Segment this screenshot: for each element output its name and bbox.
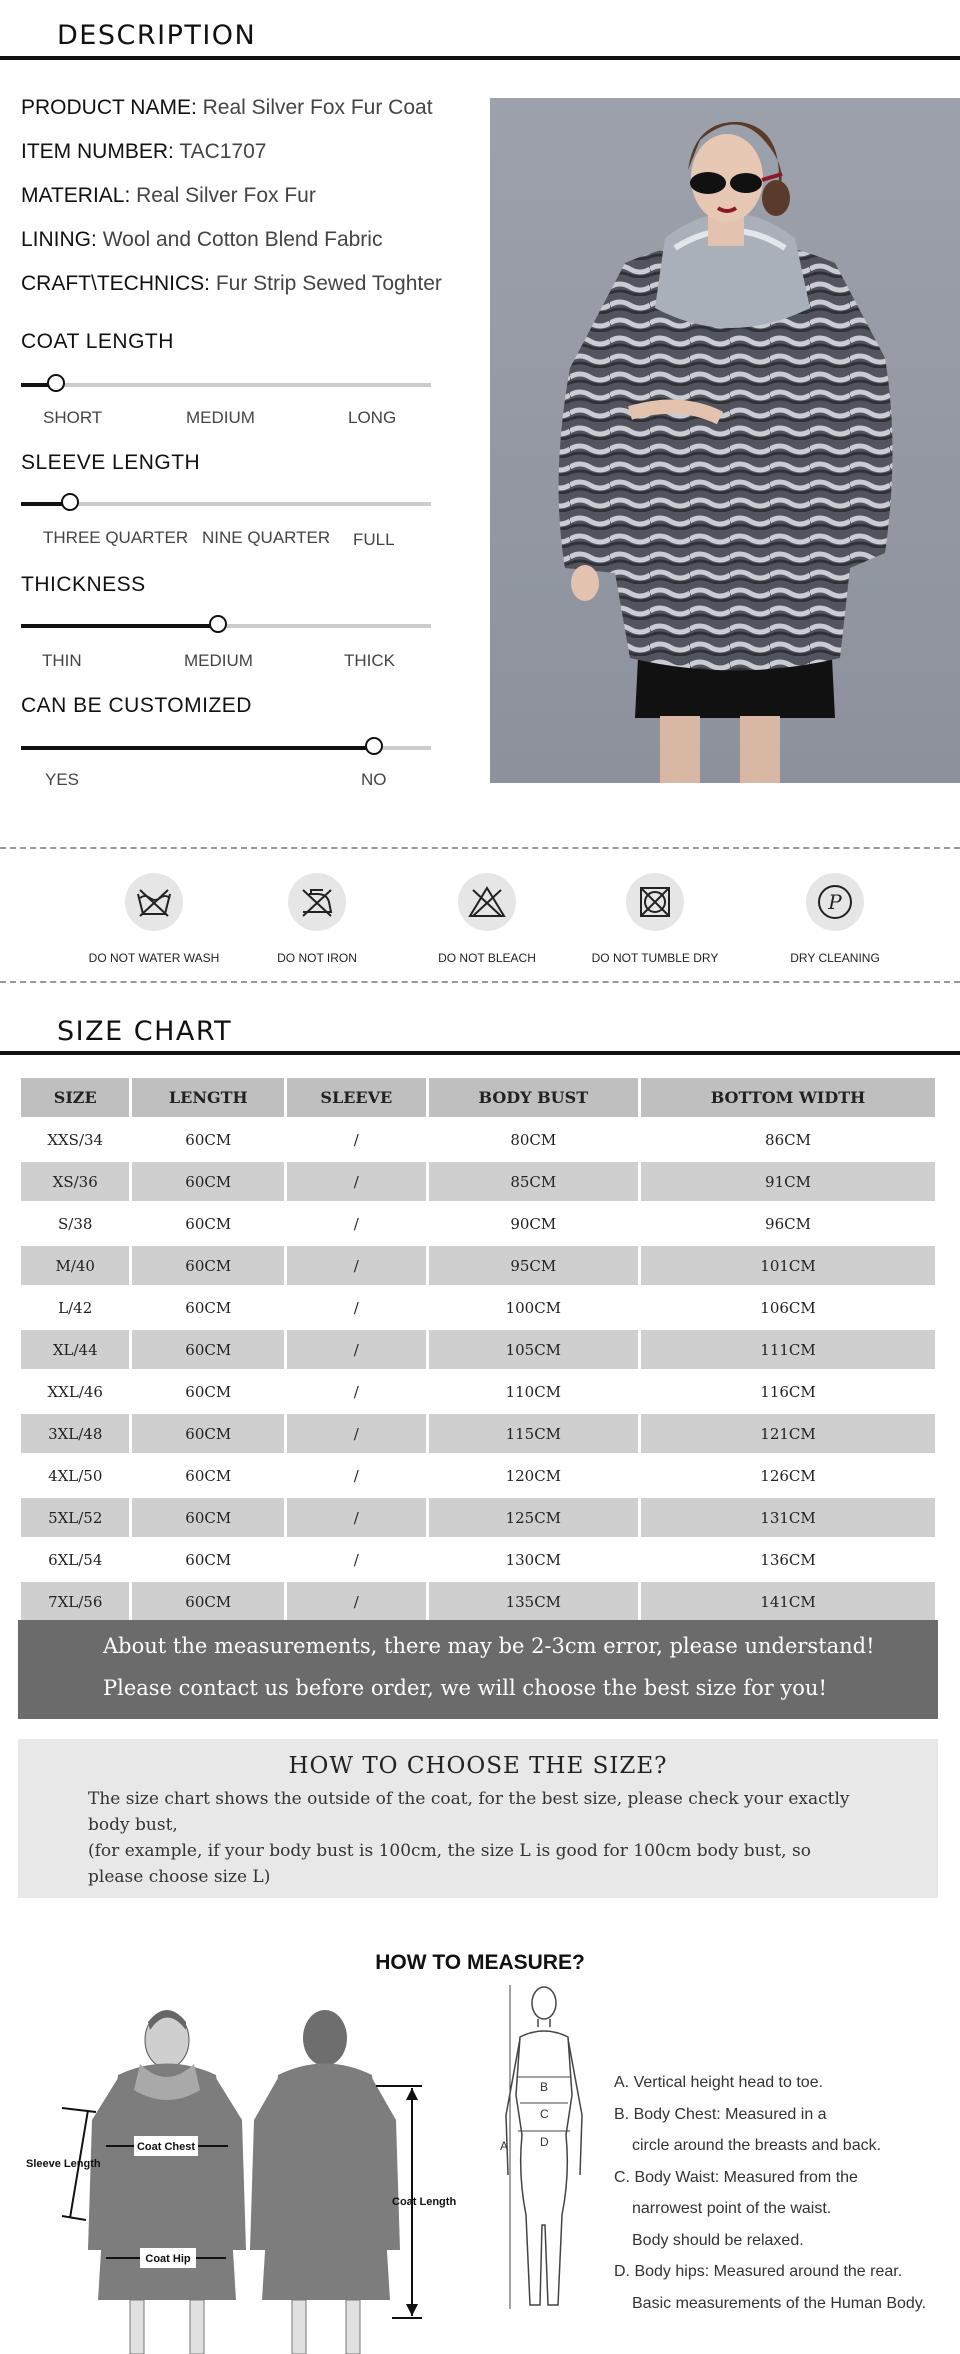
instruction-line: narrowest point of the waist. (632, 2200, 832, 2217)
table-row (21, 1414, 935, 1453)
cell: 60CM (185, 1550, 232, 1569)
description-title: DESCRIPTION (57, 20, 257, 51)
description-divider (0, 56, 960, 60)
cell: 125CM (429, 1498, 638, 1537)
cell: / (287, 1246, 426, 1285)
customizable-fill (21, 746, 374, 750)
coat-length-scale (21, 383, 431, 387)
thickness-title: THICKNESS (21, 573, 146, 596)
cell: 85CM (429, 1162, 638, 1201)
model-illustration (490, 98, 960, 783)
cell: / (353, 1382, 359, 1401)
care-dry-cleaning (745, 873, 925, 965)
coat-length-option-long: LONG (348, 408, 397, 427)
cell: / (287, 1582, 426, 1621)
customizable-option-yes: YES (45, 770, 80, 789)
cell: L/42 (58, 1298, 93, 1317)
instruction-line: D. Body hips: Measured around the rear. (614, 2263, 903, 2280)
cell: 95CM (429, 1246, 638, 1285)
cell: 60CM (132, 1246, 284, 1285)
instruction-line: circle around the breasts and back. (632, 2137, 882, 2154)
cell: 131CM (641, 1498, 935, 1537)
size-chart-divider (0, 1051, 960, 1055)
customizable-marker (365, 737, 383, 755)
care-label: DRY CLEANING (790, 951, 880, 965)
no-iron-icon (288, 873, 346, 931)
how-to-choose-line: The size chart shows the outside of the coat, for the best size, please check your exactly (88, 1789, 850, 1809)
table-row (21, 1204, 935, 1243)
body-measure-diagram (490, 1975, 590, 2335)
instruction-line: Body should be relaxed. (632, 2231, 804, 2249)
table-row (21, 1456, 935, 1495)
cell: 96CM (765, 1214, 811, 1233)
cell: 115CM (429, 1414, 638, 1453)
care-label: DO NOT IRON (277, 951, 357, 965)
table-row (21, 1288, 935, 1327)
cell: M/40 (21, 1246, 129, 1285)
cell: 126CM (760, 1466, 816, 1485)
care-no-iron (227, 873, 407, 965)
thickness-option-thin: THIN (42, 651, 82, 670)
table-row (21, 1246, 935, 1285)
care-no-bleach (397, 873, 577, 965)
col-header-length: LENGTH (132, 1078, 284, 1117)
how-to-choose-line: (for example, if your body bust is 100cm, the size L is good for 100cm body bust, so (88, 1841, 811, 1861)
table-row (21, 1498, 935, 1537)
sleeve-length-option-three-quarter: THREE QUARTER (43, 528, 189, 547)
coat-length-option-medium: MEDIUM (186, 408, 255, 427)
table-row (21, 1540, 935, 1579)
cell: / (353, 1466, 359, 1485)
label-sleeve-length: Sleeve Length (26, 2158, 101, 2170)
col-header-size: SIZE (21, 1078, 129, 1117)
sleeve-length-option-nine-quarter: NINE QUARTER (202, 528, 331, 547)
cell: 60CM (132, 1330, 284, 1369)
cell: 60CM (185, 1466, 232, 1485)
no-water-wash-icon (125, 873, 183, 931)
care-label: DO NOT BLEACH (438, 951, 536, 965)
label-coat-hip: Coat Hip (145, 2253, 191, 2265)
how-to-choose-line: body bust, (88, 1815, 178, 1835)
cell: / (353, 1130, 359, 1149)
measurement-notice (18, 1620, 938, 1719)
spec-lining: LINING: Wool and Cotton Blend Fabric (21, 228, 383, 251)
cell: 136CM (760, 1550, 816, 1569)
cell: 60CM (132, 1582, 284, 1621)
cell: 6XL/54 (48, 1550, 103, 1569)
col-header-bottom-width: BOTTOM WIDTH (641, 1078, 935, 1117)
care-no-tumble-dry (565, 873, 745, 965)
how-to-measure-title: HOW TO MEASURE? (375, 1951, 585, 1974)
cell: 100CM (505, 1298, 562, 1317)
thickness-scale (21, 624, 431, 628)
care-divider-top (0, 847, 960, 849)
sleeve-length-title: SLEEVE LENGTH (21, 451, 201, 474)
cell: / (353, 1298, 359, 1317)
cell: 7XL/56 (21, 1582, 129, 1621)
cell: 3XL/48 (21, 1414, 129, 1453)
cell: 60CM (132, 1162, 284, 1201)
how-to-choose-line: please choose size L) (88, 1867, 271, 1887)
sleeve-length-marker (61, 493, 79, 511)
customizable-scale (21, 746, 431, 750)
table-row (21, 1162, 935, 1201)
coat-measure-diagram (0, 2000, 480, 2354)
cell: 110CM (505, 1382, 562, 1401)
sleeve-length-option-full: FULL (353, 530, 395, 549)
cell: 5XL/52 (21, 1498, 129, 1537)
cell: / (353, 1550, 359, 1569)
how-to-choose-text (88, 1786, 850, 1890)
customizable-title: CAN BE CUSTOMIZED (21, 694, 252, 717)
size-chart-title: SIZE CHART (57, 1016, 233, 1047)
label-coat-chest: Coat Chest (136, 2141, 196, 2153)
cell: 60CM (185, 1298, 232, 1317)
cell: XXL/46 (47, 1382, 103, 1401)
cell: 120CM (505, 1466, 562, 1485)
cell: 60CM (185, 1130, 232, 1149)
how-to-choose-title: HOW TO CHOOSE THE SIZE? (288, 1753, 668, 1779)
cell: 121CM (641, 1414, 935, 1453)
cell: / (287, 1162, 426, 1201)
cell: 116CM (760, 1382, 816, 1401)
thickness-fill (21, 624, 218, 628)
table-header-row (21, 1078, 935, 1117)
table-row (21, 1582, 935, 1621)
coat-length-option-short: SHORT (43, 408, 103, 427)
cell: 60CM (185, 1382, 232, 1401)
cell: 91CM (641, 1162, 935, 1201)
instruction-line: A. Vertical height head to toe. (614, 2074, 824, 2091)
cell: 141CM (641, 1582, 935, 1621)
cell: XS/36 (21, 1162, 129, 1201)
cell: 130CM (505, 1550, 562, 1569)
cell: S/38 (58, 1214, 93, 1233)
table-row (21, 1372, 935, 1411)
no-tumble-dry-icon (626, 873, 684, 931)
table-row (21, 1120, 935, 1159)
cell: XXS/34 (47, 1130, 104, 1149)
spec-material: MATERIAL: Real Silver Fox Fur (21, 184, 316, 207)
notice-line-1: About the measurements, there may be 2-3cm error, please understand! (103, 1634, 875, 1658)
col-header-body-bust: BODY BUST (429, 1078, 638, 1117)
no-bleach-icon (458, 873, 516, 931)
cell: 86CM (765, 1130, 811, 1149)
cell: 90CM (510, 1214, 557, 1233)
cell: XL/44 (21, 1330, 129, 1369)
spec-craft: CRAFT\TECHNICS: Fur Strip Sewed Toghter (21, 272, 442, 295)
dry-cleaning-icon (806, 873, 864, 931)
cell: / (353, 1214, 359, 1233)
spec-product-name: PRODUCT NAME: Real Silver Fox Fur Coat (21, 96, 433, 119)
size-chart-table (18, 1075, 938, 1624)
instruction-line: Basic measurements of the Human Body. (632, 2294, 927, 2312)
coat-length-marker (47, 374, 65, 392)
instruction-line: C. Body Waist: Measured from the (614, 2168, 858, 2186)
thickness-marker (209, 615, 227, 633)
cell: 101CM (641, 1246, 935, 1285)
cell: 111CM (641, 1330, 935, 1369)
instruction-line: B. Body Chest: Measured in a (614, 2105, 827, 2123)
care-no-water-wash (64, 873, 244, 965)
cell: / (287, 1330, 426, 1369)
cell: 80CM (510, 1130, 557, 1149)
col-header-sleeve: SLEEVE (287, 1078, 426, 1117)
measure-instructions (614, 2067, 926, 2319)
cell: 60CM (132, 1414, 284, 1453)
marker-d: D (540, 2135, 549, 2149)
sleeve-length-scale (21, 502, 431, 506)
cell: 60CM (185, 1214, 232, 1233)
marker-c: C (540, 2107, 549, 2121)
marker-a: A (500, 2139, 509, 2153)
notice-line-2: Please contact us before order, we will choose the best size for you! (103, 1676, 827, 1700)
table-row (21, 1330, 935, 1369)
product-photo (490, 98, 960, 783)
cell: 60CM (132, 1498, 284, 1537)
cell: 135CM (429, 1582, 638, 1621)
cell: / (287, 1498, 426, 1537)
cell: 106CM (760, 1298, 816, 1317)
spec-item-number: ITEM NUMBER: TAC1707 (21, 140, 267, 163)
care-label: DO NOT TUMBLE DRY (591, 951, 719, 965)
thickness-option-thick: THICK (344, 651, 395, 670)
how-to-choose-box (18, 1739, 938, 1898)
label-coat-length: Coat Length (392, 2196, 457, 2208)
cell: 105CM (429, 1330, 638, 1369)
care-label: DO NOT WATER WASH (88, 951, 220, 965)
cell: / (287, 1414, 426, 1453)
customizable-option-no: NO (361, 770, 387, 789)
thickness-option-medium: MEDIUM (184, 651, 253, 670)
cell: 4XL/50 (48, 1466, 103, 1485)
marker-b: B (540, 2080, 549, 2094)
svg-text:P: P (828, 890, 842, 914)
coat-length-title: COAT LENGTH (21, 330, 174, 353)
care-divider-bottom (0, 981, 960, 983)
